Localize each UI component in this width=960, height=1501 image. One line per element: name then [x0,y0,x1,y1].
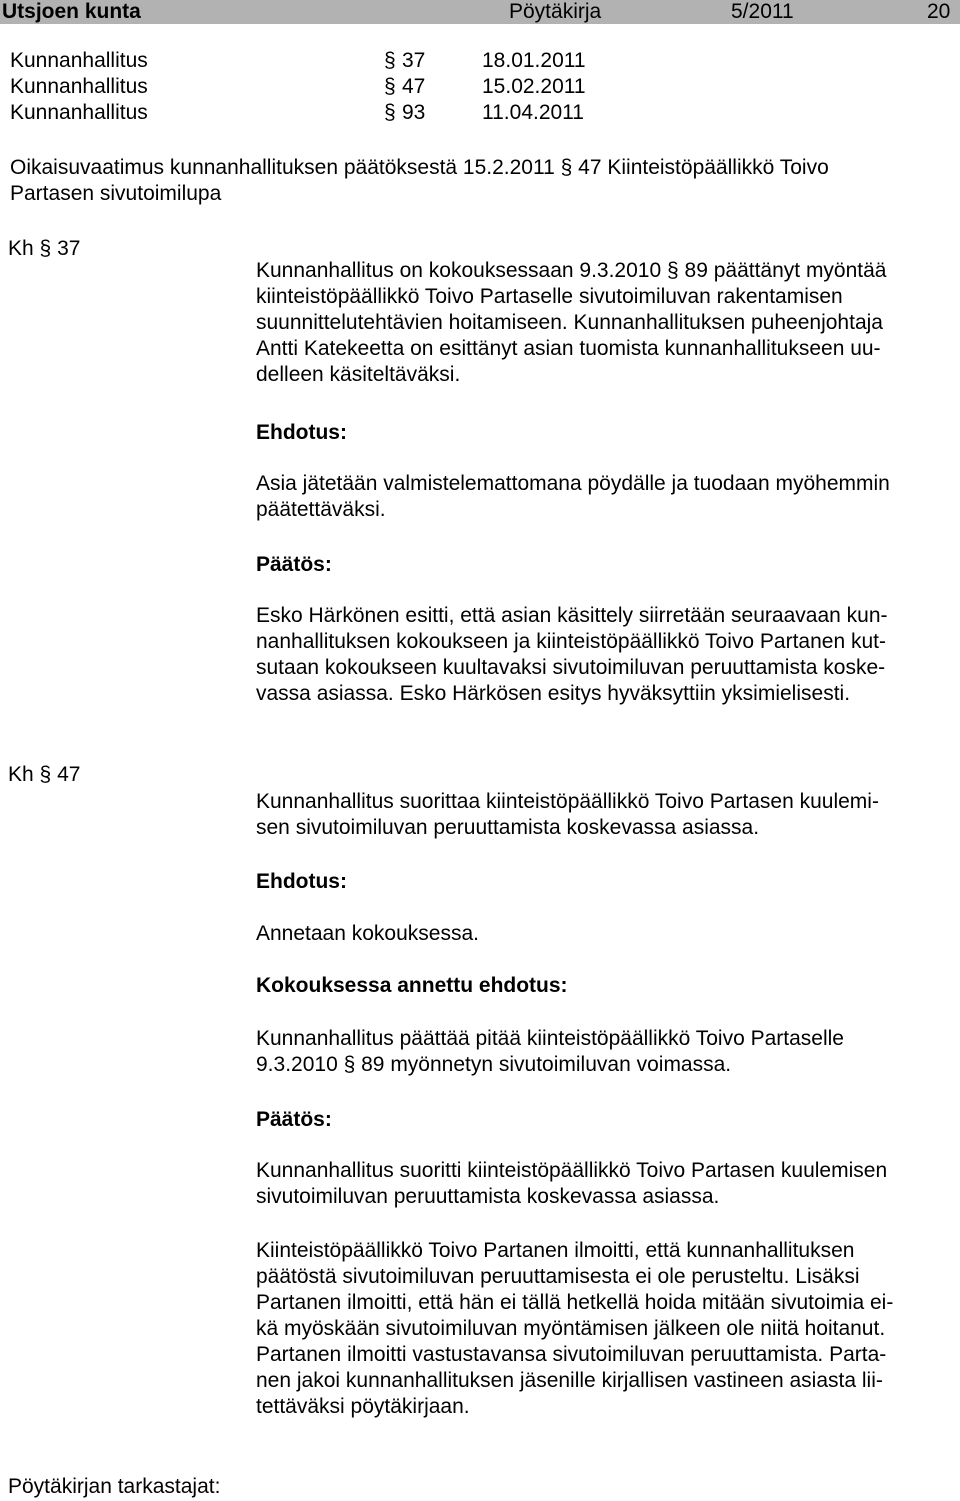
page-number: 20 [927,0,951,23]
section-icon: § [39,237,52,260]
text-line: sivutoimiluvan peruuttamista koskevassa asiassa. [256,1185,720,1208]
kh37-proposal-heading: Ehdotus: [256,421,347,444]
kh37-decision-heading: Päätös: [256,553,332,576]
meeting-date: 15.02.2011 [482,75,586,98]
kh-number: 37 [57,237,81,260]
section-icon: § [384,101,396,124]
kh37-proposal [256,471,890,523]
section-icon: § [384,75,396,98]
text-line: vassa asiassa. Esko Härkösen esitys hyväksyttiin yksimielisesti. [256,682,851,705]
kh37-intro [256,258,887,388]
text-line: Kunnanhallitus suoritti kiinteistöpäällikkö Toivo Partasen kuulemisen [256,1159,888,1182]
municipality-name: Utsjoen kunta [2,0,141,23]
text-fragment: 89 päättänyt myöntää [684,259,887,282]
text-fragment: Kunnanhallitus on kokouksessaan 9.3.2010 [256,259,662,282]
kh47-meeting-proposal [256,1026,844,1078]
footer-reviewers-label: Pöytäkirjan tarkastajat: [8,1475,221,1498]
meeting-body: Kunnanhallitus [10,75,148,98]
text-line: sen sivutoimiluvan peruuttamista koskevassa asiassa. [256,816,760,839]
text-line: suunnittelutehtävien hoitamiseen. Kunnanhallituksen puheenjohtaja [256,311,883,334]
kh47-decision-p2 [256,1238,893,1420]
document-title [10,155,829,181]
text-fragment: 89 myönnetyn sivutoimiluvan voimassa. [361,1053,732,1076]
section-icon: § [39,763,52,786]
title-text: Oikaisuvaatimus kunnanhallituksen päätöksestä 15.2.2011 [10,156,555,179]
header-bar [0,0,960,24]
kh37-decision [256,603,888,707]
kh47-proposal-heading: Ehdotus: [256,870,347,893]
meeting-section: 47 [402,75,426,98]
document-type: Pöytäkirja [509,0,602,23]
meeting-body: Kunnanhallitus [10,101,148,124]
kh-label: Kh [8,237,34,260]
text-line [256,258,887,284]
text-line: Kunnanhallitus päättää pitää kiinteistöpäällikkö Toivo Partaselle [256,1027,844,1050]
text-line: sutaan kokoukseen kuultavaksi sivutoimiluvan peruuttamista koske- [256,656,886,679]
text-line: Antti Katekeetta on esittänyt asian tuomista kunnanhallitukseen uu- [256,337,881,360]
text-fragment: 9.3.2010 [256,1053,338,1076]
text-line: nanhallituksen kokoukseen ja kiinteistöpäällikkö Toivo Partanen kut- [256,630,886,653]
text-line: kiinteistöpäällikkö Toivo Partaselle sivutoimiluvan rakentamisen [256,285,843,308]
document-title-line2: Partasen sivutoimilupa [10,182,222,205]
text-line: delleen käsiteltäväksi. [256,363,461,386]
kh47-proposal: Annetaan kokouksessa. [256,922,479,945]
text-line: Kiinteistöpäällikkö Toivo Partanen ilmoitti, että kunnanhallituksen [256,1239,855,1262]
text-line: tettäväksi pöytäkirjaan. [256,1395,470,1418]
meeting-body: Kunnanhallitus [10,49,148,72]
kh47-decision-heading: Päätös: [256,1108,332,1131]
meeting-date: 18.01.2011 [482,49,586,72]
text-line: Kunnanhallitus suorittaa kiinteistöpäällikkö Toivo Partasen kuulemi- [256,790,879,813]
document-number: 5/2011 [731,0,794,23]
text-line: Esko Härkönen esitti, että asian käsittely siirretään seuraavaan kun- [256,604,888,627]
kh37-label [8,236,80,262]
kh47-label [8,762,80,788]
kh-label: Kh [8,763,34,786]
kh47-meeting-proposal-heading: Kokouksessa annettu ehdotus: [256,974,568,997]
section-icon: § [560,156,573,179]
text-line: päätettäväksi. [256,498,386,521]
text-line: kä myöskään sivutoimiluvan myöntämisen jälkeen ole niitä hoitanut. [256,1317,886,1340]
title-text: 47 Kiinteistöpäällikkö Toivo [578,156,829,179]
kh47-decision-p1 [256,1158,887,1210]
meeting-section: 37 [402,49,426,72]
meeting-section: 93 [402,101,426,124]
section-icon: § [343,1053,356,1076]
text-line: päätöstä sivutoimiluvan peruuttamisesta ei ole perusteltu. Lisäksi [256,1265,860,1288]
text-line: nen jakoi kunnanhallituksen jäsenille kirjallisen vastineen asiasta lii- [256,1369,883,1392]
section-icon: § [384,49,396,72]
section-icon: § [666,259,679,282]
kh47-intro [256,789,879,841]
kh-number: 47 [57,763,81,786]
text-line [256,1052,844,1078]
meeting-date: 11.04.2011 [482,101,584,124]
text-line: Partanen ilmoitti vastustavansa sivutoimiluvan peruuttamista. Parta- [256,1343,887,1366]
text-line: Partanen ilmoitti, että hän ei tällä hetkellä hoida mitään sivutoimia ei- [256,1291,894,1314]
text-line: Asia jätetään valmistelemattomana pöydälle ja tuodaan myöhemmin [256,472,890,495]
